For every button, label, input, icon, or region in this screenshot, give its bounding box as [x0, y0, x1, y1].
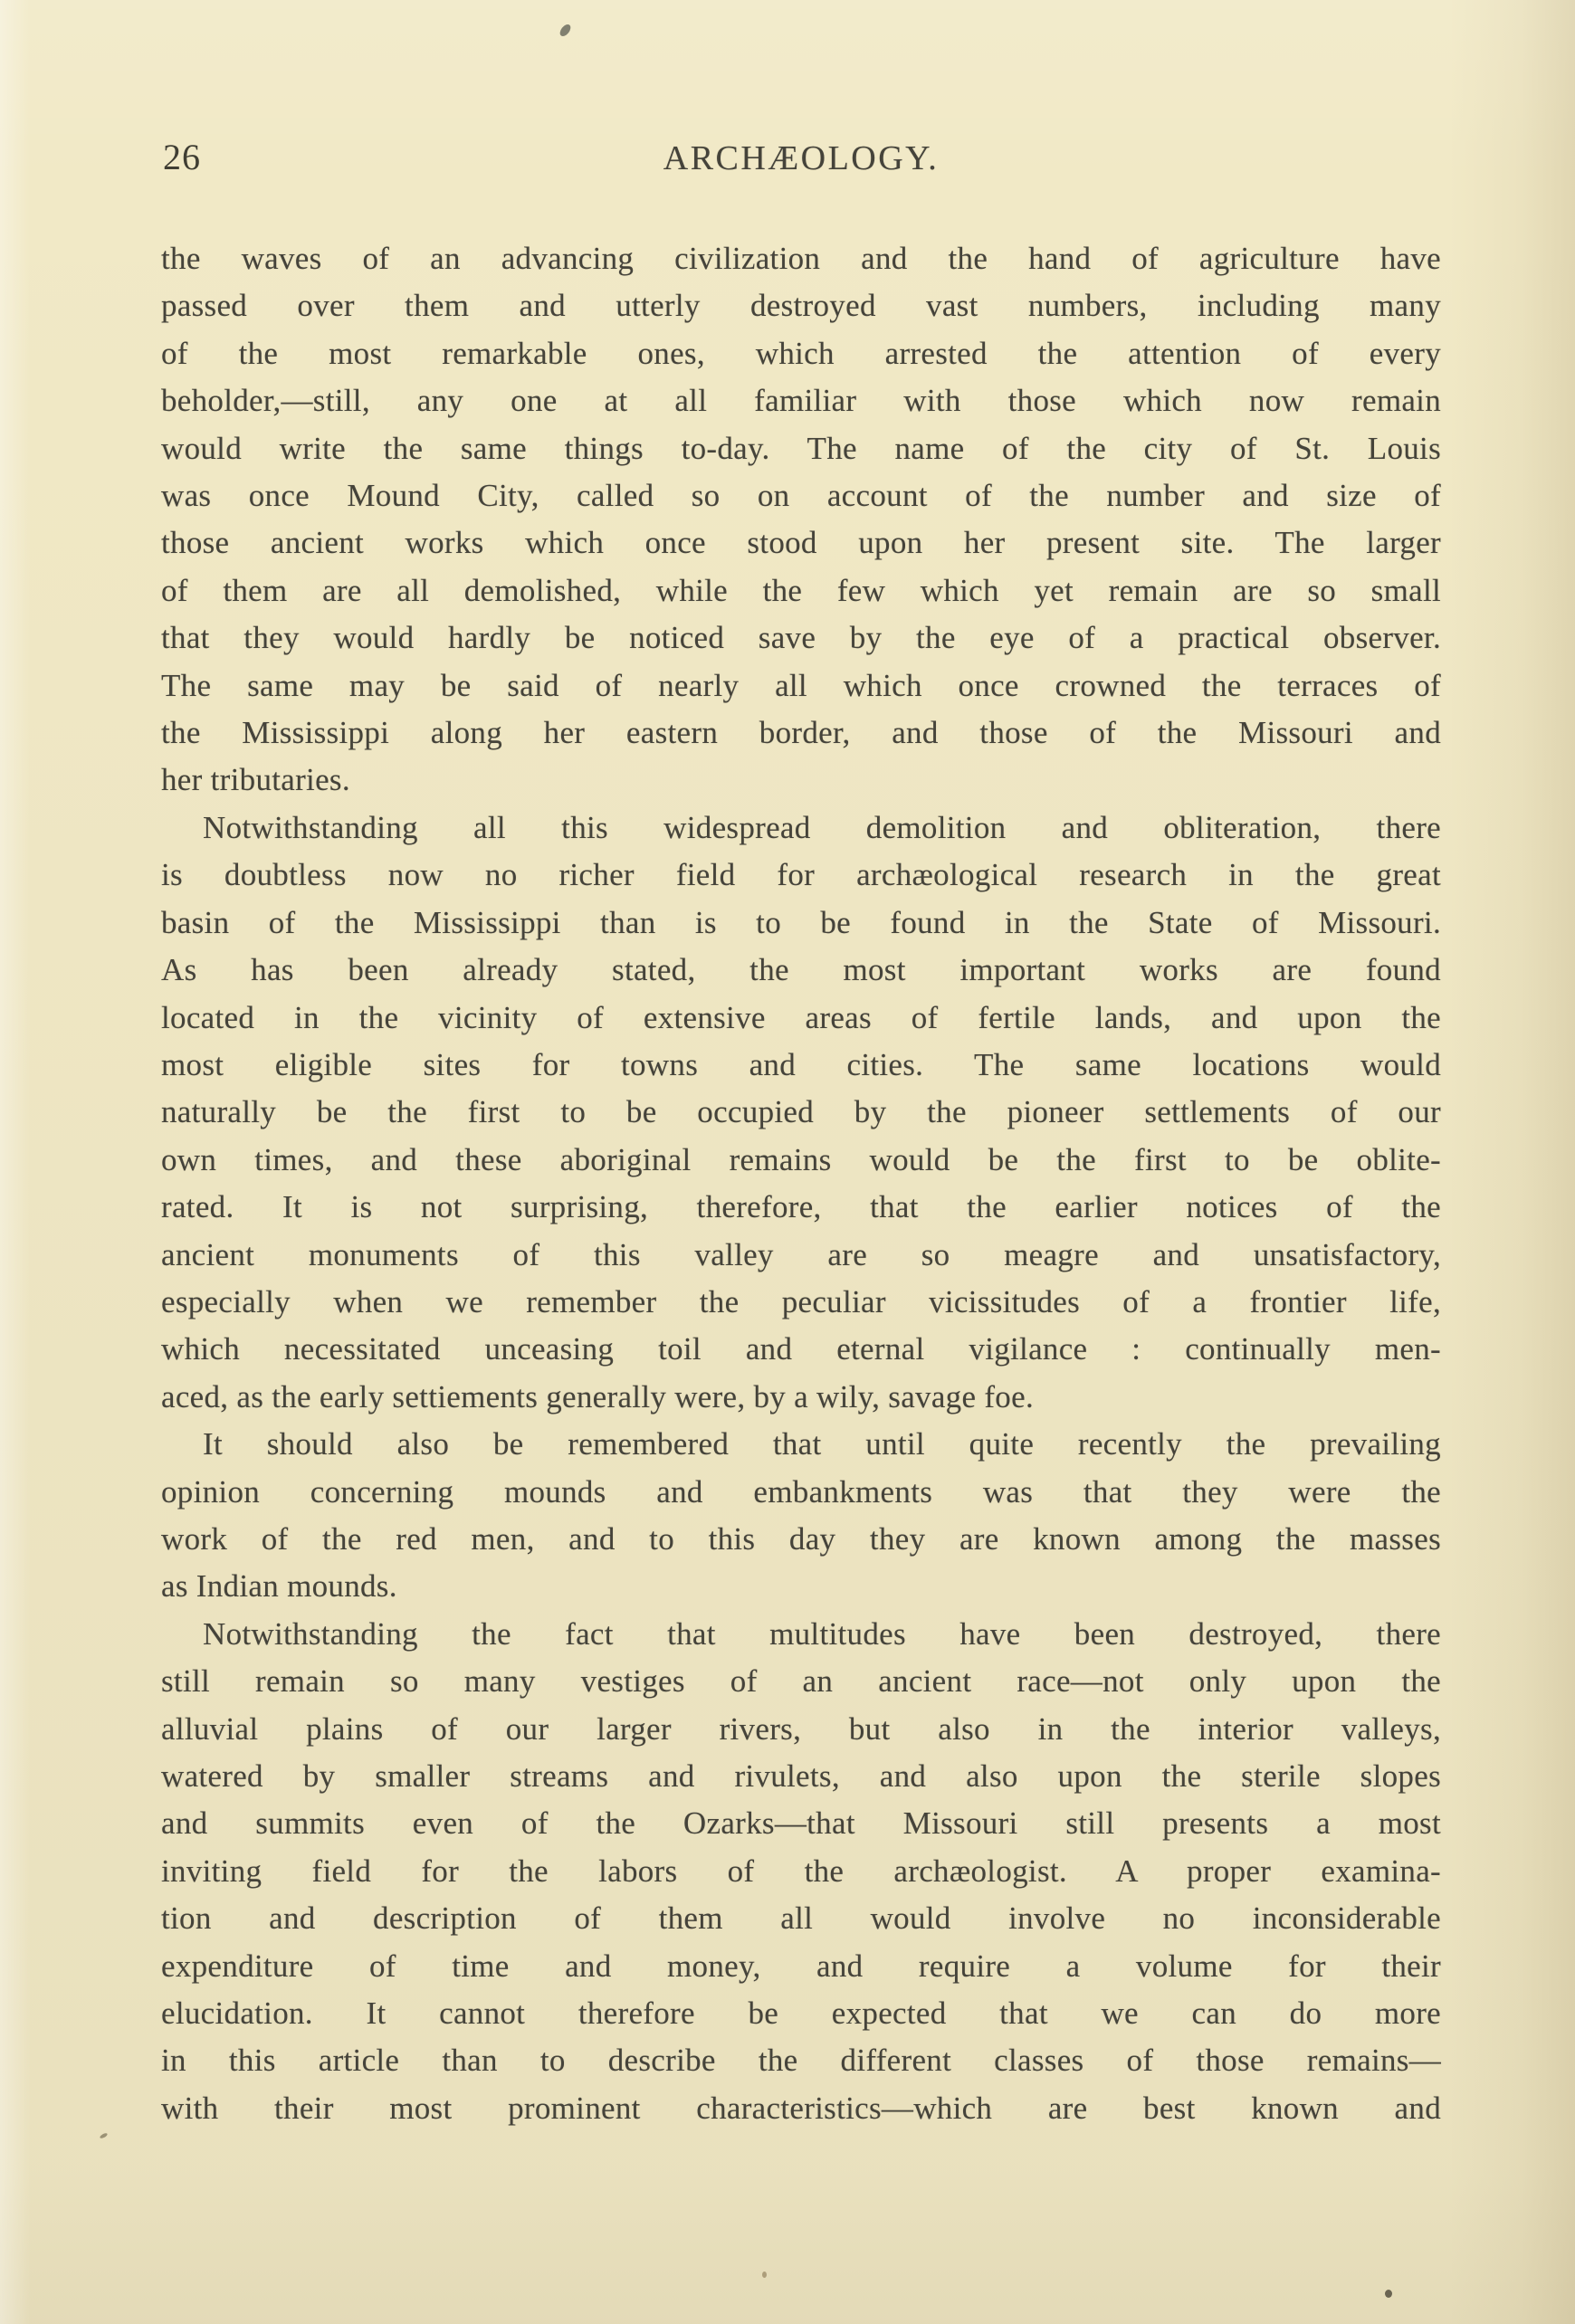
- paragraph: [161, 1421, 1441, 1611]
- text-line: most eligible sites for towns and cities. The same locations would: [161, 1046, 1441, 1082]
- paper-speck: [100, 2132, 109, 2139]
- text-line: located in the vicinity of extensive areas of fertile lands, and upon the: [161, 999, 1441, 1035]
- text-line: opinion concerning mounds and embankments was that they were the: [161, 1473, 1441, 1510]
- text-line: that they would hardly be noticed save by the eye of a practical observer.: [161, 620, 1441, 656]
- text-line: elucidation. It cannot therefore be expected that we can do more: [161, 1995, 1441, 2032]
- text-line: inviting field for the labors of the archæologist. A proper examina-: [161, 1853, 1441, 1889]
- paper-speck: [558, 23, 572, 38]
- page-body: [161, 235, 1441, 2132]
- text-line: in this article than to describe the different classes of those remains—: [161, 2043, 1441, 2079]
- text-line: watered by smaller streams and rivulets, and also upon the sterile slopes: [161, 1758, 1441, 1794]
- text-line: ancient monuments of this valley are so meagre and unsatisfactory,: [161, 1236, 1441, 1272]
- text-line: and summits even of the Ozarks—that Missouri still presents a most: [161, 1805, 1441, 1842]
- text-line: Notwithstanding all this widespread demolition and obliteration, there: [203, 809, 1441, 845]
- text-line: basin of the Mississippi than is to be found in the State of Missouri.: [161, 904, 1441, 940]
- text-line: Notwithstanding the fact that multitudes have been destroyed, there: [203, 1615, 1441, 1652]
- text-line: was once Mound City, called so on account of the number and size of: [161, 478, 1441, 514]
- paper-speck: [1385, 2290, 1392, 2298]
- text-line: As has been already stated, the most important works are found: [161, 952, 1441, 988]
- text-line: those ancient works which once stood upon her present site. The larger: [161, 525, 1441, 561]
- text-line: which necessitated unceasing toil and eternal vigilance : continually men-: [161, 1331, 1441, 1367]
- paragraph: [161, 235, 1441, 805]
- text-line: of them are all demolished, while the few which yet remain are so small: [161, 572, 1441, 608]
- text-line: the waves of an advancing civilization and the hand of agriculture have: [161, 241, 1441, 276]
- text-line: tion and description of them all would involve no inconsiderable: [161, 1900, 1441, 1937]
- text-line: rated. It is not surprising, therefore, that the earlier notices of the: [161, 1189, 1441, 1225]
- running-header: ARCHÆOLOGY.: [663, 139, 940, 177]
- text-line: aced, as the early settiements generally were, by a wily, savage foe.: [161, 1378, 1034, 1414]
- text-line: the Mississippi along her eastern border, and those of the Missouri and: [161, 715, 1441, 751]
- text-block: [161, 138, 1441, 2132]
- paragraph: [161, 1611, 1441, 2132]
- text-line: expenditure of time and money, and require a volume for their: [161, 1948, 1441, 1984]
- text-line: her tributaries.: [161, 762, 350, 798]
- paper-speck: [762, 2272, 767, 2278]
- text-line: especially when we remember the peculiar vicissitudes of a frontier life,: [161, 1283, 1441, 1319]
- page-number: 26: [163, 137, 201, 177]
- text-line: would write the same things to-day. The name of the city of St. Louis: [161, 430, 1441, 466]
- text-line: alluvial plains of our larger rivers, but also in the interior valleys,: [161, 1710, 1441, 1747]
- text-line: as Indian mounds.: [161, 1568, 397, 1605]
- text-line: is doubtless now no richer field for archæological research in the great: [161, 857, 1441, 893]
- text-line: work of the red men, and to this day they are known among the masses: [161, 1520, 1441, 1557]
- text-line: still remain so many vestiges of an ancient race—not only upon the: [161, 1663, 1441, 1700]
- text-line: of the most remarkable ones, which arrested the attention of every: [161, 335, 1441, 371]
- text-line: passed over them and utterly destroyed vast numbers, including many: [161, 288, 1441, 324]
- text-line: with their most prominent characteristics—which are best known and: [161, 2090, 1441, 2126]
- text-line: beholder,—still, any one at all familiar with those which now remain: [161, 383, 1441, 419]
- text-line: own times, and these aboriginal remains would be the first to be oblite-: [161, 1141, 1441, 1177]
- text-line: The same may be said of nearly all which once crowned the terraces of: [161, 667, 1441, 703]
- paragraph: [161, 805, 1441, 1421]
- text-line: naturally be the first to be occupied by the pioneer settlements of our: [161, 1094, 1441, 1130]
- page-header-row: [161, 138, 1441, 179]
- text-line: It should also be remembered that until quite recently the prevailing: [203, 1426, 1441, 1462]
